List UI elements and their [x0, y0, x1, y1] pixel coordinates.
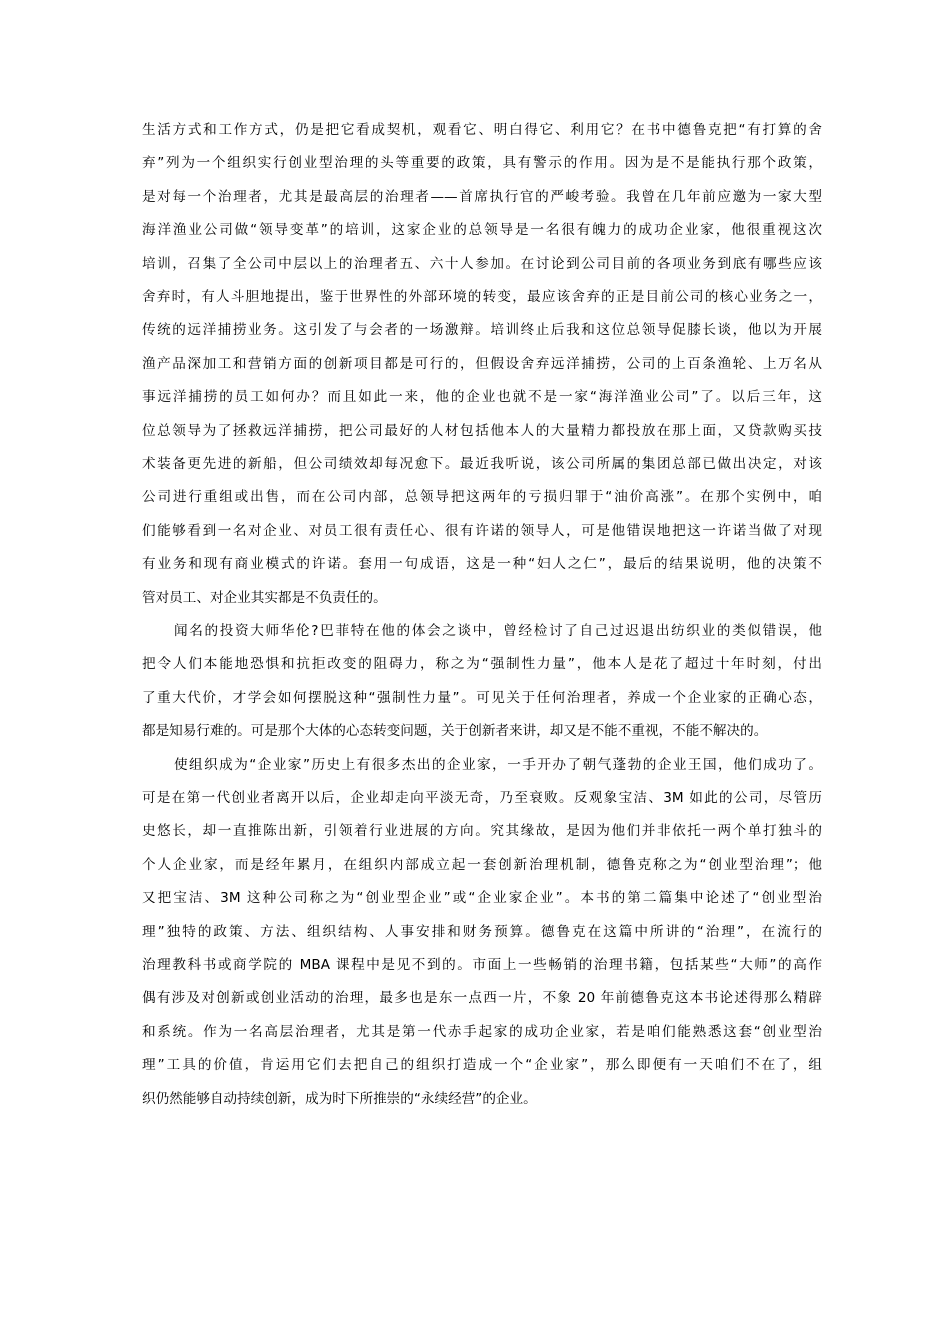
text-line: 把令人们本能地恐惧和抗拒改变的阻碍力，称之为“强制性力量”，他本人是花了超过十年时刻，付出	[142, 656, 822, 673]
text-line: 理”工具的价值，肯运用它们去把自己的组织打造成一个“企业家”，那么即便有一天咱们不在了，组	[142, 1057, 822, 1074]
text-line: 治理教科书或商学院的 MBA 课程中是见不到的。市面上一些畅销的治理书籍，包括某些“大师”的高作	[142, 957, 822, 973]
text-line: 闻名的投资大师华伦?巴菲特在他的体会之谈中，曾经检讨了自己过迟退出纺织业的类似错误，他	[174, 623, 822, 639]
text-line: 又把宝洁、3M 这种公司称之为“创业型企业”或“企业家企业”。本书的第二篇集中论述了“创业型治	[142, 890, 822, 907]
text-line: 是对每一个治理者，尤其是最高层的治理者——首席执行官的严峻考验。我曾在几年前应邀为一家大型	[142, 188, 822, 205]
text-line: 们能够看到一名对企业、对员工很有责任心、很有许诺的领导人，可是他错误地把这一许诺当做了对现	[142, 522, 822, 539]
text-line: 海洋渔业公司做“领导变革”的培训，这家企业的总领导是一名很有魄力的成功企业家，他很重视这次	[142, 222, 822, 239]
text-line: 个人企业家，而是经年累月，在组织内部成立起一套创新治理机制，德鲁克称之为“创业型治理”；他	[142, 856, 822, 873]
text-line: 事远洋捕捞的员工如何办？而且如此一来，他的企业也就不是一家“海洋渔业公司”了。以后三年，这	[142, 389, 822, 406]
text-line: 史悠长，却一直推陈出新，引领着行业进展的方向。究其缘故，是因为他们并非依托一两个单打独斗的	[142, 823, 822, 840]
text-line: 生活方式和工作方式，仍是把它看成契机，观看它、明白得它、利用它？在书中德鲁克把“有打算的舍	[142, 122, 822, 138]
text-line: 传统的远洋捕捞业务。这引发了与会者的一场激辩。培训终止后我和这位总领导促膝长谈，他以为开展	[142, 322, 822, 339]
text-line: 位总领导为了拯救远洋捕捞，把公司最好的人材包括他本人的大量精力都投放在那上面，又贷款购买技	[142, 422, 822, 439]
text-line: 可是在第一代创业者离开以后，企业却走向平淡无奇，乃至衰败。反观象宝洁、3M 如此的公司，尽管历	[142, 790, 822, 806]
text-line: 和系统。作为一名高层治理者，尤其是第一代赤手起家的成功企业家，若是咱们能熟悉这套“创业型治	[142, 1023, 822, 1040]
text-line: 舍弃时，有人斗胆地提出，鉴于世界性的外部环境的转变，最应该舍弃的正是目前公司的核心业务之一，	[142, 289, 822, 305]
text-line: 了重大代价，才学会如何摆脱这种“强制性力量”。可见关于任何治理者，养成一个企业家的正确心态，	[142, 689, 822, 706]
text-line: 织仍然能够自动持续创新，成为时下所推崇的“永续经营”的企业。	[142, 1090, 537, 1107]
text-line: 公司进行重组或出售，而在公司内部，总领导把这两年的亏损归罪于“油价高涨”。在那个实例中，咱	[142, 489, 822, 506]
text-line: 使组织成为“企业家”历史上有很多杰出的企业家，一手开办了朝气蓬勃的企业王国，他们成功了。	[174, 756, 822, 773]
text-line: 理”独特的政策、方法、组织结构、人事安排和财务预算。德鲁克在这篇中所讲的“治理”，在流行的	[142, 923, 822, 940]
text-line: 都是知易行难的。可是那个大体的心态转变问题，关于创新者来讲，却又是不能不重视，不能不解决的。	[142, 723, 768, 740]
text-line: 弃”列为一个组织实行创业型治理的头等重要的政策，具有警示的作用。因为是不是能执行那个政策，	[142, 155, 822, 172]
text-line: 偶有涉及对创新或创业活动的治理，最多也是东一点西一片，不象 20 年前德鲁克这本书论述得那么精辟	[142, 990, 822, 1007]
text-line: 有业务和现有商业模式的许诺。套用一句成语，这是一种“妇人之仁”，最后的结果说明，他的决策不	[142, 556, 822, 573]
text-line: 术装备更先进的新船，但公司绩效却每况愈下。最近我听说，该公司所属的集团总部已做出决定，对该	[142, 456, 822, 472]
text-line: 管对员工、对企业其实都是不负责任的。	[142, 589, 387, 606]
text-line: 渔产品深加工和营销方面的创新项目都是可行的，但假设舍弃远洋捕捞，公司的上百条渔轮、上万名从	[142, 355, 822, 372]
text-line: 培训，召集了全公司中层以上的治理者五、六十人参加。在讨论到公司目前的各项业务到底有哪些应该	[142, 255, 822, 272]
